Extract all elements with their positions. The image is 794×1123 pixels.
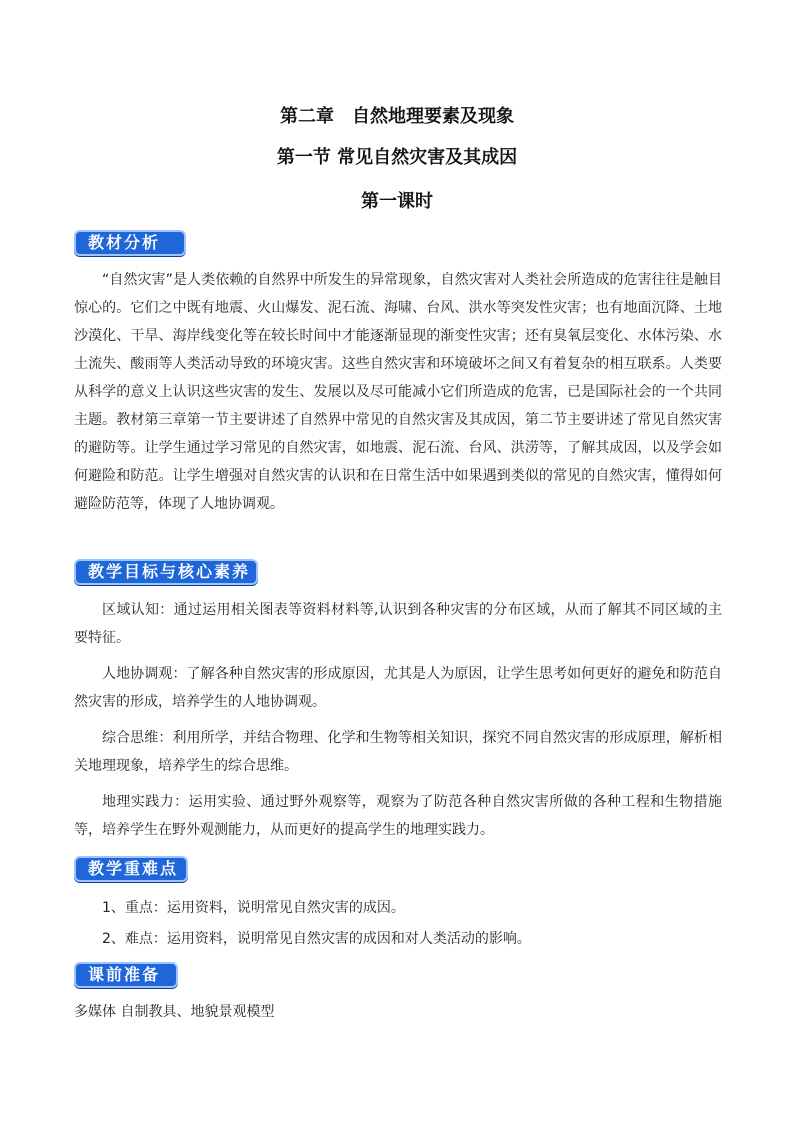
key-point-focus: 1、重点：运用资料，说明常见自然灾害的成因。: [102, 900, 405, 916]
objective-regional-cognition: 区域认知：通过运用相关图表等资料材料等,认识到各种灾害的分布区域，从而了解其不同区域的主要特征。: [74, 602, 722, 646]
objective-integrated-thinking: 综合思维：利用所学，并结合物理、化学和生物等相关知识，探究不同自然灾害的形成原理，解析相关地理现象，培养学生的综合思维。: [74, 730, 722, 774]
section-title: 第一节 常见自然灾害及其成因: [276, 147, 518, 168]
objectives-heading: 教学目标与核心素养: [74, 559, 258, 585]
key-points-heading: 教学重难点: [74, 856, 188, 882]
analysis-paragraph: “自然灾害”是人类依赖的自然界中所发生的异常现象，自然灾害对人类社会所造成的危害往往是触目惊心的。它们之中既有地震、火山爆发、泥石流、海啸、台风、洪水等突发性灾害；也有地面沉降、土地沙漠化、干旱、海岸线变化等在较长时间中才能逐渐显现的渐变性灾害；还有臭氧层变化、水体污染、水土流失、酸雨等人类活动导致的环境灾害。这些自然灾害和环境破坏之间又有着复杂的相互联系。人类要从科学的意义上认识这些灾害的发生、发展以及尽可能减小它们所造成的危害，已是国际社会的一个共同主题。教材第三章第一节主要讲述了自然界中常见的自然灾害及其成因，第二节主要讲述了常见自然灾害的避防等。让学生通过学习常见的自然灾害，如地震、泥石流、台风、洪涝等，了解其成因，以及学会如何避险和防范。让学生增强对自然灾害的认识和在日常生活中如果遇到类似的常见的自然灾害，懂得如何避险防范等，体现了人地协调观。: [74, 272, 722, 512]
preparation-heading: 课前准备: [74, 962, 178, 988]
objective-geographic-practice: 地理实践力：运用实验、通过野外观察等，观察为了防范各种自然灾害所做的各种工程和生物措施等，培养学生在野外观测能力，从而更好的提高学生的地理实践力。: [74, 794, 722, 838]
objective-human-land-coordination: 人地协调观：了解各种自然灾害的形成原因，尤其是人为原因，让学生思考如何更好的避免和防范自然灾害的形成，培养学生的人地协调观。: [74, 666, 722, 710]
preparation-text: 多媒体 自制教具、地貌景观模型: [74, 1004, 275, 1020]
analysis-heading: 教材分析: [74, 230, 186, 256]
lesson-title: 第一课时: [361, 191, 433, 212]
key-point-difficulty: 2、难点：运用资料，说明常见自然灾害的成因和对人类活动的影响。: [102, 931, 531, 947]
chapter-title: 第二章 自然地理要素及现象: [280, 106, 514, 127]
